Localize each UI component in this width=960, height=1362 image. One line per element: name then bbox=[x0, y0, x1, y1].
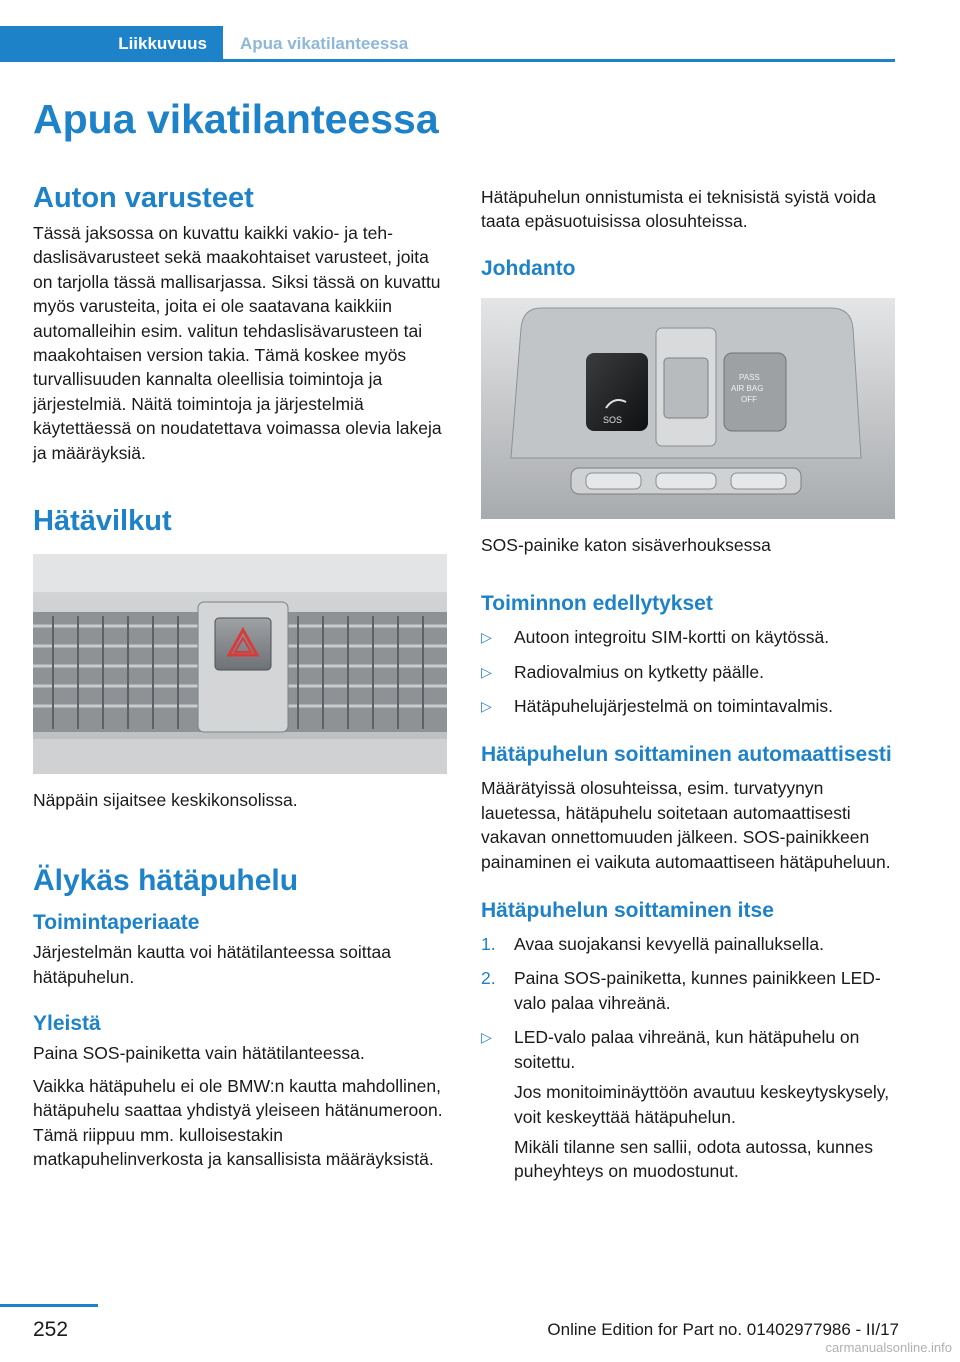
result-notes bbox=[514, 1080, 897, 1184]
triangle-bullet-icon: ▷ bbox=[481, 1029, 492, 1046]
footer-divider bbox=[0, 1304, 98, 1307]
pass-label: PASS bbox=[739, 372, 760, 382]
off-label: OFF bbox=[741, 394, 757, 404]
subsection-body-toimintaperiaate: Järjestelmän kautta voi hätätilanteessa soittaa hätäpuhelun. bbox=[33, 942, 391, 987]
requirements-list bbox=[481, 625, 897, 718]
list-item: ▷ LED-valo palaa vihreänä, kun hätäpuhelu on soitettu. Jos monitoiminäyttöön avautuu keskeytyskysely, voit keskeyttää hätäpuhelun. Mikäli tilanne sen sallii, odota autossa, kunnes puheyhteys on muodostunut. bbox=[481, 1025, 897, 1183]
hazard-photo-caption: Näppäin sijaitsee keskikonsolissa. bbox=[33, 790, 298, 811]
section-title-auton-varusteet: Auton varusteet bbox=[33, 182, 254, 214]
manual-call-steps bbox=[481, 932, 897, 1015]
yleista-paragraph-2: Vaikka hätäpuhelu ei ole BMW:n kautta mahdollinen, hätäpuhelu saattaa yhdistyä yleiseen hätänumeroon. Tämä riippuu mm. kulloisestakin matkapuhelinverkosta ja kansallisista määräyksistä. bbox=[33, 1075, 443, 1169]
result-list bbox=[481, 1025, 897, 1183]
list-item: ▷ Autoon integroitu SIM-kortti on käytössä. bbox=[481, 625, 897, 649]
sos-button-photo bbox=[481, 298, 895, 519]
yleista-paragraph-1: Paina SOS-painiketta vain hätätilanteessa. bbox=[33, 1043, 365, 1064]
tab-apua-vikatilanteessa[interactable]: Apua vikatilanteessa bbox=[240, 34, 409, 53]
list-item: 2. Paina SOS-painiketta, kunnes painikkeen LED-valo palaa vihreänä. bbox=[481, 968, 881, 1013]
subsection-title-automaattisesti: Hätäpuhelun soittaminen automaattisesti bbox=[481, 743, 892, 767]
list-item: 1. Avaa suojakansi kevyellä painalluksella. bbox=[481, 934, 825, 955]
section-title-hatavilkut: Hätävilkut bbox=[33, 505, 172, 538]
intro-paragraph: Hätäpuhelun onnistumista ei teknisistä syistä voida taata epäsuotuisissa olosuhteissa. bbox=[481, 187, 876, 232]
edition-text: Online Edition for Part no. 01402977986 - II/17 bbox=[547, 1320, 899, 1339]
tab-liikkuvuus[interactable]: Liikkuvuus bbox=[0, 26, 223, 62]
section-title-alykas-hatapuhelu: Älykäs hätäpuhelu bbox=[33, 864, 299, 898]
subsection-title-yleista: Yleistä bbox=[33, 1012, 101, 1036]
triangle-bullet-icon: ▷ bbox=[481, 698, 492, 715]
sos-photo-caption: SOS-painike katon sisäverhouksessa bbox=[481, 534, 771, 555]
result-note-2: Mikäli tilanne sen sallii, odota autossa, kunnes puheyhteys on muodostunut. bbox=[514, 1136, 873, 1182]
top-nav bbox=[0, 26, 895, 62]
list-item: ▷ Hätäpuhelujärjestelmä on toimintavalmis. bbox=[481, 694, 897, 718]
watermark: carmanualsonline.info bbox=[825, 1340, 952, 1355]
sos-label: SOS bbox=[603, 414, 623, 425]
airbag-label: AIR BAG bbox=[731, 383, 764, 393]
right-column bbox=[481, 185, 897, 1198]
result-note-1: Jos monitoiminäyttöön avautuu keskeytyskysely, voit keskeyttää hätäpuhelun. bbox=[514, 1082, 890, 1127]
hazard-switch-photo bbox=[33, 554, 447, 774]
list-item: ▷ Radiovalmius on kytketty päälle. bbox=[481, 660, 897, 684]
section-body-auton-varusteet: Tässä jaksossa on kuvattu kaikki vakio- ja tehdaslisävarusteet sekä maakohtaiset varusteet, joita on tarjolla tässä mallisarjassa. Siksi tässä on kuvattu myös varusteita, joita ei ole saatavana kaikkiin automalleihin esim. valitun tehdaslisävarusteen tai maakohtaisen version takia. Tämä koskee myös turvallisuuden kannalta oleellisia toimintoja ja järjestelmiä. Näitä toimintoja ja järjestelmiä käytettäessä on noudatettava voimassa olevia lakeja ja määräyksiä. bbox=[33, 223, 442, 463]
subsection-title-toiminnon-edellytykset: Toiminnon edellytykset bbox=[481, 592, 713, 616]
left-column bbox=[33, 182, 449, 1181]
page-number: 252 bbox=[33, 1318, 69, 1341]
subsection-title-toimintaperiaate: Toimintaperiaate bbox=[33, 911, 200, 935]
triangle-bullet-icon: ▷ bbox=[481, 663, 492, 680]
subsection-title-itse: Hätäpuhelun soittaminen itse bbox=[481, 899, 774, 923]
subsection-title-johdanto: Johdanto bbox=[481, 256, 576, 280]
automatic-call-body: Määrätyissä olosuhteissa, esim. turvatyynyn lauetessa, hätäpuhelu soitetaan automaattisesti vakavan onnettomuuden jälkeen. SOS-painikkeen painaminen ei vaikuta automaattiseen hätäpuheluun. bbox=[481, 778, 891, 872]
page-title: Apua vikatilanteessa bbox=[33, 96, 439, 142]
triangle-bullet-icon: ▷ bbox=[481, 629, 492, 646]
nav-divider bbox=[223, 59, 895, 62]
